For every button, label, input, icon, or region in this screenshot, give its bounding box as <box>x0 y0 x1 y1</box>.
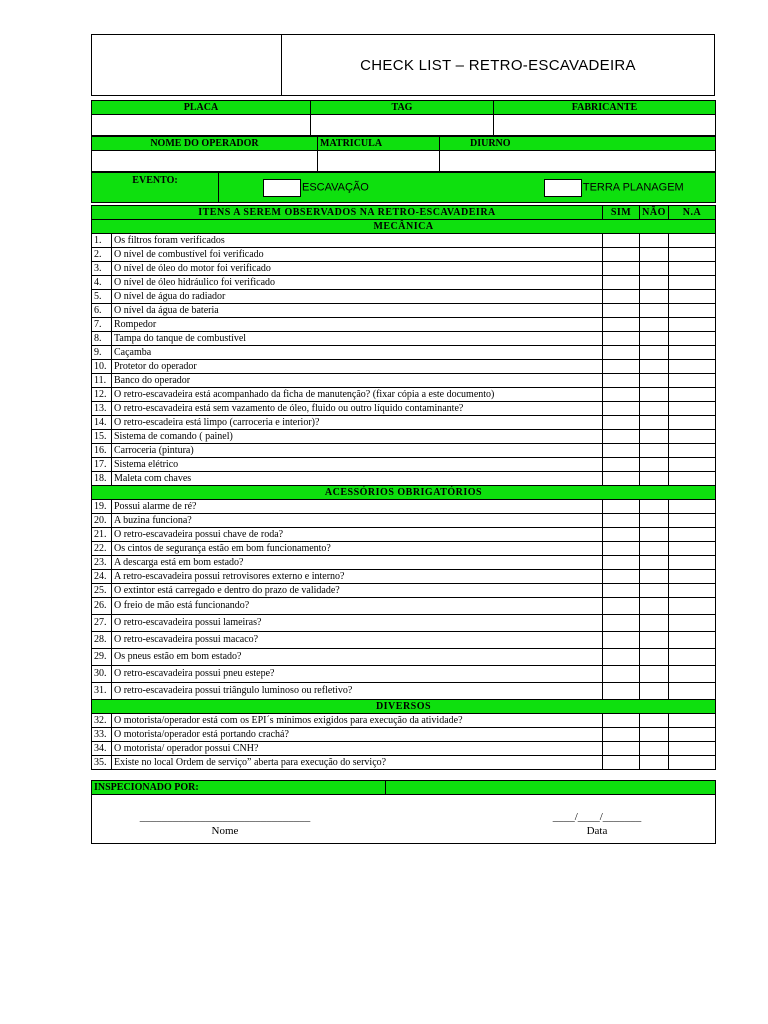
na-cell[interactable] <box>669 444 716 458</box>
na-cell[interactable] <box>669 742 716 756</box>
section-header <box>92 486 716 500</box>
nao-cell[interactable] <box>640 388 669 402</box>
na-cell[interactable] <box>669 248 716 262</box>
item-number: 25. <box>92 584 112 598</box>
matricula-field[interactable] <box>318 151 440 172</box>
sim-cell[interactable] <box>603 472 640 486</box>
na-cell[interactable] <box>669 683 716 700</box>
sim-cell[interactable] <box>603 318 640 332</box>
diurno-label: DIURNO <box>440 137 716 151</box>
na-cell[interactable] <box>669 542 716 556</box>
item-text: O nível de óleo do motor foi verificado <box>112 262 603 276</box>
nao-cell[interactable] <box>640 666 669 683</box>
item-text: O freio de mão está funcionando? <box>112 598 603 615</box>
inspecionado-field[interactable] <box>386 781 716 795</box>
item-number: 2. <box>92 248 112 262</box>
item-number: 4. <box>92 276 112 290</box>
checklist-row <box>92 234 716 248</box>
sim-column-header: SIM <box>603 206 640 220</box>
na-cell[interactable] <box>669 570 716 584</box>
items-table <box>91 205 716 770</box>
item-text: O retro-escavadeira possui pneu estepe? <box>112 666 603 683</box>
checklist-row <box>92 514 716 528</box>
tag-field[interactable] <box>311 115 494 136</box>
nao-cell[interactable] <box>640 458 669 472</box>
checklist-row <box>92 290 716 304</box>
sim-cell[interactable] <box>603 528 640 542</box>
sim-cell[interactable] <box>603 683 640 700</box>
item-number: 21. <box>92 528 112 542</box>
nao-cell[interactable] <box>640 514 669 528</box>
checklist-row <box>92 318 716 332</box>
item-text: O nível de combustível foi verificado <box>112 248 603 262</box>
item-text: O extintor está carregado e dentro do prazo de validade? <box>112 584 603 598</box>
sim-cell[interactable] <box>603 458 640 472</box>
nao-column-header: NÃO <box>640 206 669 220</box>
checklist-row <box>92 402 716 416</box>
na-cell[interactable] <box>669 388 716 402</box>
checklist-row <box>92 649 716 666</box>
checklist-row <box>92 374 716 388</box>
item-number: 28. <box>92 632 112 649</box>
sim-cell[interactable] <box>603 444 640 458</box>
item-text: Sistema elétrico <box>112 458 603 472</box>
checklist-row <box>92 262 716 276</box>
item-text: O retro-escavadeira possui triângulo luminoso ou refletivo? <box>112 683 603 700</box>
item-text: Protetor do operador <box>112 360 603 374</box>
checklist-row <box>92 346 716 360</box>
sim-cell[interactable] <box>603 570 640 584</box>
item-text: A descarga está em bom estado? <box>112 556 603 570</box>
sim-cell[interactable] <box>603 756 640 770</box>
terraplanagem-label: TERRA PLANAGEM <box>582 180 684 193</box>
fabricante-field[interactable] <box>494 115 716 136</box>
nao-cell[interactable] <box>640 262 669 276</box>
item-number: 10. <box>92 360 112 374</box>
sim-cell[interactable] <box>603 416 640 430</box>
nome-operador-field[interactable] <box>92 151 318 172</box>
sim-cell[interactable] <box>603 632 640 649</box>
item-text: Rompedor <box>112 318 603 332</box>
na-cell[interactable] <box>669 360 716 374</box>
checklist-row <box>92 430 716 444</box>
checklist-row <box>92 584 716 598</box>
checklist-row <box>92 472 716 486</box>
item-number: 1. <box>92 234 112 248</box>
checklist-row <box>92 714 716 728</box>
data-signature-line[interactable]: ____/____/_______ <box>552 811 642 823</box>
placa-field[interactable] <box>92 115 311 136</box>
item-number: 12. <box>92 388 112 402</box>
nao-cell[interactable] <box>640 374 669 388</box>
item-text: O motorista/ operador possui CNH? <box>112 742 603 756</box>
na-cell[interactable] <box>669 416 716 430</box>
nao-cell[interactable] <box>640 584 669 598</box>
nao-cell[interactable] <box>640 632 669 649</box>
inspection-spacer <box>92 795 716 808</box>
checklist-row <box>92 528 716 542</box>
item-number: 15. <box>92 430 112 444</box>
checklist-document <box>91 34 715 844</box>
item-text: O retro-escavadeira possui chave de roda? <box>112 528 603 542</box>
sim-cell[interactable] <box>603 649 640 666</box>
sim-cell[interactable] <box>603 346 640 360</box>
escavacao-label: ESCAVAÇÃO <box>302 180 369 193</box>
sim-cell[interactable] <box>603 248 640 262</box>
item-text: Tampa do tanque de combustível <box>112 332 603 346</box>
item-text: Sistema de comando ( painel) <box>112 430 603 444</box>
inspection-table <box>91 780 716 844</box>
nome-operador-label: NOME DO OPERADOR <box>92 137 318 151</box>
na-cell[interactable] <box>669 615 716 632</box>
item-text: Os pneus estão em bom estado? <box>112 649 603 666</box>
section-header <box>92 700 716 714</box>
na-cell[interactable] <box>669 598 716 615</box>
nao-cell[interactable] <box>640 276 669 290</box>
item-number: 9. <box>92 346 112 360</box>
nao-cell[interactable] <box>640 649 669 666</box>
item-number: 19. <box>92 500 112 514</box>
sim-cell[interactable] <box>603 500 640 514</box>
document-title: CHECK LIST – RETRO-ESCAVADEIRA <box>360 56 636 74</box>
nao-cell[interactable] <box>640 528 669 542</box>
section-title: ACESSÓRIOS OBRIGATÓRIOS <box>92 486 716 500</box>
item-text: O nível de água do radiador <box>112 290 603 304</box>
item-text: O retro-escavadeira possui macaco? <box>112 632 603 649</box>
nao-cell[interactable] <box>640 346 669 360</box>
nao-cell[interactable] <box>640 444 669 458</box>
nao-cell[interactable] <box>640 416 669 430</box>
operator-table <box>91 136 716 172</box>
nao-cell[interactable] <box>640 290 669 304</box>
nao-cell[interactable] <box>640 360 669 374</box>
evento-table <box>91 172 716 203</box>
item-text: O nível de óleo hidráulico foi verificado <box>112 276 603 290</box>
sim-cell[interactable] <box>603 742 640 756</box>
evento-label: EVENTO: <box>92 173 219 203</box>
escavacao-checkbox[interactable] <box>263 179 301 197</box>
nao-cell[interactable] <box>640 402 669 416</box>
nao-cell[interactable] <box>640 714 669 728</box>
item-number: 29. <box>92 649 112 666</box>
nao-cell[interactable] <box>640 756 669 770</box>
na-cell[interactable] <box>669 332 716 346</box>
diurno-field[interactable] <box>440 151 716 172</box>
na-cell[interactable] <box>669 528 716 542</box>
data-label: Data <box>586 825 608 837</box>
checklist-row <box>92 556 716 570</box>
na-cell[interactable] <box>669 472 716 486</box>
item-text: Banco do operador <box>112 374 603 388</box>
sim-cell[interactable] <box>603 514 640 528</box>
na-cell[interactable] <box>669 402 716 416</box>
item-text: O motorista/operador está portando crachá? <box>112 728 603 742</box>
sim-cell[interactable] <box>603 402 640 416</box>
item-number: 13. <box>92 402 112 416</box>
title-box <box>91 34 715 96</box>
item-number: 6. <box>92 304 112 318</box>
checklist-row <box>92 458 716 472</box>
na-cell[interactable] <box>669 290 716 304</box>
sim-cell[interactable] <box>603 290 640 304</box>
na-cell[interactable] <box>669 430 716 444</box>
nome-label: Nome <box>211 825 239 837</box>
item-number: 23. <box>92 556 112 570</box>
item-text: Os filtros foram verificados <box>112 234 603 248</box>
nao-cell[interactable] <box>640 500 669 514</box>
header-table <box>91 100 716 136</box>
item-text: O retro-escavadeira está sem vazamento de óleo, fluido ou outro líquido contaminante? <box>112 402 603 416</box>
na-cell[interactable] <box>669 458 716 472</box>
sim-cell[interactable] <box>603 556 640 570</box>
na-cell[interactable] <box>669 262 716 276</box>
sim-cell[interactable] <box>603 615 640 632</box>
nao-cell[interactable] <box>640 556 669 570</box>
checklist-row <box>92 666 716 683</box>
item-number: 33. <box>92 728 112 742</box>
sim-cell[interactable] <box>603 388 640 402</box>
nao-cell[interactable] <box>640 598 669 615</box>
item-number: 11. <box>92 374 112 388</box>
logo-area <box>92 35 282 95</box>
checklist-row <box>92 742 716 756</box>
na-cell[interactable] <box>669 318 716 332</box>
na-cell[interactable] <box>669 556 716 570</box>
na-cell[interactable] <box>669 756 716 770</box>
item-text: A retro-escavadeira possui retrovisores externo e interno? <box>112 570 603 584</box>
item-number: 16. <box>92 444 112 458</box>
item-number: 27. <box>92 615 112 632</box>
checklist-row <box>92 500 716 514</box>
checklist-row <box>92 248 716 262</box>
items-column-header: ITENS A SEREM OBSERVADOS NA RETRO-ESCAVADEIRA <box>92 206 603 220</box>
sim-cell[interactable] <box>603 304 640 318</box>
item-number: 31. <box>92 683 112 700</box>
sim-cell[interactable] <box>603 430 640 444</box>
nao-cell[interactable] <box>640 615 669 632</box>
item-number: 34. <box>92 742 112 756</box>
checklist-row <box>92 416 716 430</box>
nao-cell[interactable] <box>640 318 669 332</box>
matricula-label: MATRICULA <box>318 137 440 151</box>
na-cell[interactable] <box>669 276 716 290</box>
nao-cell[interactable] <box>640 332 669 346</box>
item-number: 3. <box>92 262 112 276</box>
item-text: Carroceria (pintura) <box>112 444 603 458</box>
fabricante-label: FABRICANTE <box>494 101 716 115</box>
na-cell[interactable] <box>669 374 716 388</box>
sim-cell[interactable] <box>603 666 640 683</box>
nao-cell[interactable] <box>640 430 669 444</box>
checklist-row <box>92 570 716 584</box>
checklist-row <box>92 332 716 346</box>
placa-label: PLACA <box>92 101 311 115</box>
item-text: O nível da água de bateria <box>112 304 603 318</box>
item-number: 32. <box>92 714 112 728</box>
item-number: 30. <box>92 666 112 683</box>
na-cell[interactable] <box>669 304 716 318</box>
item-number: 7. <box>92 318 112 332</box>
item-text: Caçamba <box>112 346 603 360</box>
item-text: Maleta com chaves <box>112 472 603 486</box>
checklist-row <box>92 444 716 458</box>
sim-cell[interactable] <box>603 598 640 615</box>
nao-cell[interactable] <box>640 742 669 756</box>
item-number: 20. <box>92 514 112 528</box>
na-cell[interactable] <box>669 514 716 528</box>
item-text: O retro-escavadeira possui lameiras? <box>112 615 603 632</box>
sim-cell[interactable] <box>603 360 640 374</box>
checklist-row <box>92 542 716 556</box>
nao-cell[interactable] <box>640 683 669 700</box>
na-cell[interactable] <box>669 714 716 728</box>
na-cell[interactable] <box>669 649 716 666</box>
sim-cell[interactable] <box>603 276 640 290</box>
checklist-row <box>92 598 716 615</box>
terraplanagem-checkbox[interactable] <box>544 179 582 197</box>
item-text: O motorista/operador está com os EPI´s mínimos exigidos para execução da atividade? <box>112 714 603 728</box>
section-title: DIVERSOS <box>92 700 716 714</box>
sim-cell[interactable] <box>603 332 640 346</box>
checklist-row <box>92 388 716 402</box>
nao-cell[interactable] <box>640 304 669 318</box>
na-cell[interactable] <box>669 632 716 649</box>
sim-cell[interactable] <box>603 728 640 742</box>
checklist-row <box>92 276 716 290</box>
na-cell[interactable] <box>669 666 716 683</box>
item-text: O retro-escavadeira está acompanhado da ficha de manutenção? (fixar cópia a este documento) <box>112 388 603 402</box>
section-header <box>92 220 716 234</box>
tag-label: TAG <box>311 101 494 115</box>
na-cell[interactable] <box>669 728 716 742</box>
checklist-row <box>92 632 716 649</box>
na-cell[interactable] <box>669 584 716 598</box>
item-number: 5. <box>92 290 112 304</box>
sim-cell[interactable] <box>603 584 640 598</box>
sim-cell[interactable] <box>603 374 640 388</box>
nao-cell[interactable] <box>640 472 669 486</box>
item-number: 24. <box>92 570 112 584</box>
sim-cell[interactable] <box>603 262 640 276</box>
checklist-row <box>92 728 716 742</box>
checklist-row <box>92 615 716 632</box>
item-text: Existe no local Ordem de serviço” aberta para execução do serviço? <box>112 756 603 770</box>
sim-cell[interactable] <box>603 714 640 728</box>
sim-cell[interactable] <box>603 234 640 248</box>
item-number: 22. <box>92 542 112 556</box>
sim-cell[interactable] <box>603 542 640 556</box>
nao-cell[interactable] <box>640 728 669 742</box>
item-number: 35. <box>92 756 112 770</box>
item-number: 17. <box>92 458 112 472</box>
nao-cell[interactable] <box>640 542 669 556</box>
na-cell[interactable] <box>669 346 716 360</box>
nao-cell[interactable] <box>640 570 669 584</box>
item-number: 14. <box>92 416 112 430</box>
na-cell[interactable] <box>669 500 716 514</box>
inspecionado-label: INSPECIONADO POR: <box>92 781 386 795</box>
checklist-row <box>92 304 716 318</box>
na-column-header: N.A <box>669 206 716 220</box>
nome-signature-line[interactable]: _______________________________ <box>139 811 311 823</box>
item-number: 18. <box>92 472 112 486</box>
nao-cell[interactable] <box>640 248 669 262</box>
checklist-row <box>92 360 716 374</box>
item-text: Possui alarme de ré? <box>112 500 603 514</box>
checklist-row <box>92 756 716 770</box>
item-text: O retro-escadeira está limpo (carroceria e interior)? <box>112 416 603 430</box>
checklist-row <box>92 683 716 700</box>
section-title: MECÂNICA <box>92 220 716 234</box>
item-number: 26. <box>92 598 112 615</box>
item-text: A buzina funciona? <box>112 514 603 528</box>
item-text: Os cintos de segurança estão em bom funcionamento? <box>112 542 603 556</box>
nao-cell[interactable] <box>640 234 669 248</box>
item-number: 8. <box>92 332 112 346</box>
na-cell[interactable] <box>669 234 716 248</box>
